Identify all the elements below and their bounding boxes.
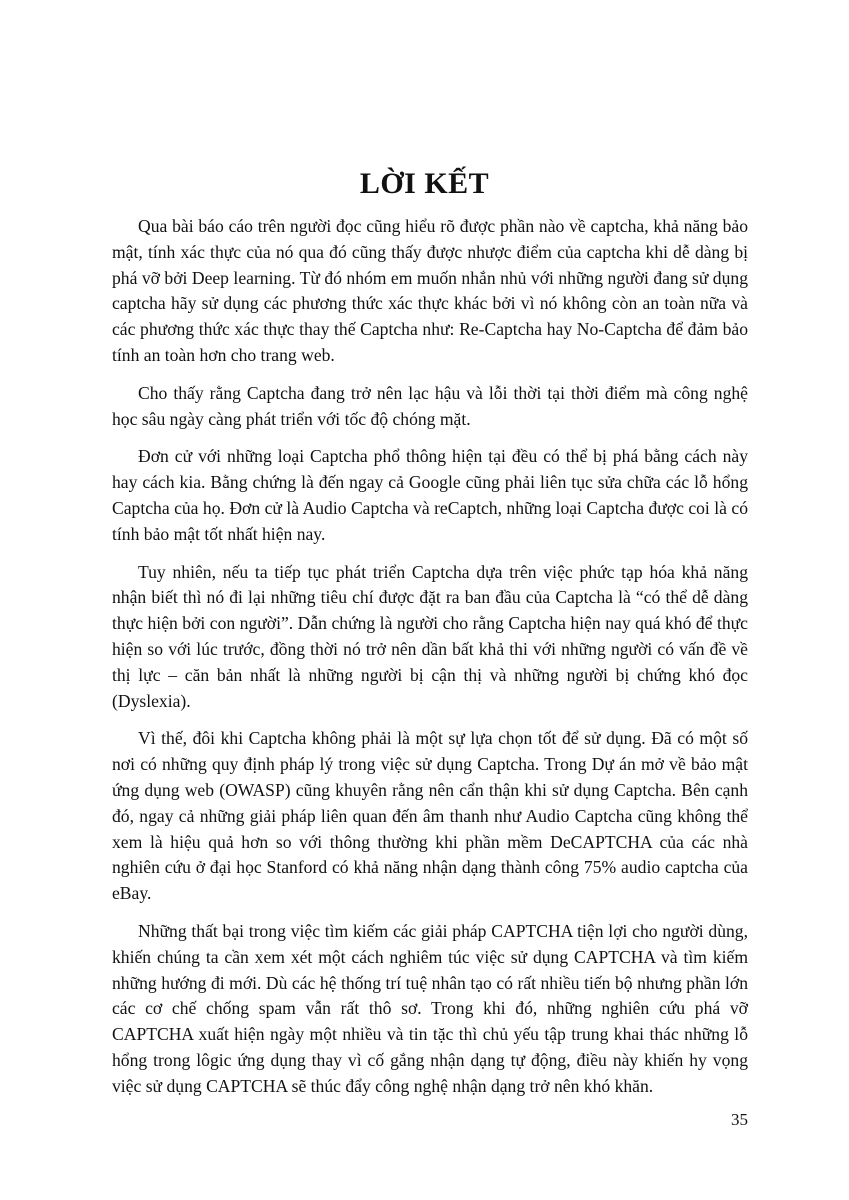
page-number: 35: [731, 1110, 748, 1129]
paragraph: Những thất bại trong việc tìm kiếm các giải pháp CAPTCHA tiện lợi cho người dùng, khiến chúng ta cần xem xét một cách nghiêm túc việc sử dụng CAPTCHA và tìm kiếm những hướng đi mới. Dù các hệ thống trí tuệ nhân tạo có rất nhiều tiến bộ nhưng phần lớn các cơ chế chống spam vẫn rất thô sơ. Trong khi đó, những nghiên cứu phá vỡ CAPTCHA xuất hiện ngày một nhiều và tin tặc thì chủ yếu tập trung khai thác những lỗ hổng trong lôgic ứng dụng thay vì cố gắng nhận dạng tự động, điều này khiến hy vọng việc sử dụng CAPTCHA sẽ thúc đẩy công nghệ nhận dạng trở nên khó khăn.: [112, 920, 748, 1096]
paragraph: Cho thấy rằng Captcha đang trở nên lạc hậu và lỗi thời tại thời điểm mà công nghệ học sâu ngày càng phát triển với tốc độ chóng mặt.: [112, 382, 748, 429]
body-text: [112, 214, 748, 1112]
paragraph: Đơn cử với những loại Captcha phổ thông hiện tại đều có thể bị phá bằng cách này hay cách kia. Bằng chứng là đến ngay cả Google cũng phải liên tục sửa chữa các lỗ hổng Captcha của họ. Đơn cử là Audio Captcha và reCaptch, những loại Captcha được coi là có tính bảo mật tốt nhất hiện nay.: [112, 446, 748, 544]
page-title: LỜI KẾT: [359, 167, 490, 200]
paragraph: Vì thế, đôi khi Captcha không phải là một sự lựa chọn tốt để sử dụng. Đã có một số nơi có những quy định pháp lý trong việc sử dụng Captcha. Trong Dự án mở về bảo mật ứng dụng web (OWASP) cũng khuyên rằng nên cẩn thận khi sử dụng Captcha. Bên cạnh đó, ngay cả những giải pháp liên quan đến âm thanh như Audio Captcha cũng không thể xem là hiệu quả hơn so với thông thường khi phần mềm DeCAPTCHA của các nhà nghiên cứu ở đại học Stanford có khả năng nhận dạng thành công 75% audio captcha của eBay.: [112, 728, 748, 904]
paragraph: Qua bài báo cáo trên người đọc cũng hiểu rõ được phần nào về captcha, khả năng bảo mật, tính xác thực của nó qua đó cũng thấy được nhược điểm của captcha khi dễ dàng bị phá vỡ bởi Deep learning. Từ đó nhóm em muốn nhắn nhủ với những người đang sử dụng captcha hãy sử dụng các phương thức xác thực khác bởi vì nó không còn an toàn nữa và các phương thức xác thực thay thế Captcha như: Re-Captcha hay No-Captcha để đảm bảo tính an toàn hơn cho trang web.: [112, 216, 748, 365]
paragraph: Tuy nhiên, nếu ta tiếp tục phát triển Captcha dựa trên việc phức tạp hóa khả năng nhận biết thì nó đi lại những tiêu chí được đặt ra ban đầu của Captcha là “có thể dễ dàng thực hiện bởi con người”. Dẫn chứng là người cho rằng Captcha hiện nay quá khó để thực hiện so với lúc trước, đồng thời nó trở nên dần bất khả thi với những người có vấn đề về thị lực – căn bản nhất là những người bị cận thị và những người bị chứng khó đọc (Dyslexia).: [112, 561, 748, 711]
